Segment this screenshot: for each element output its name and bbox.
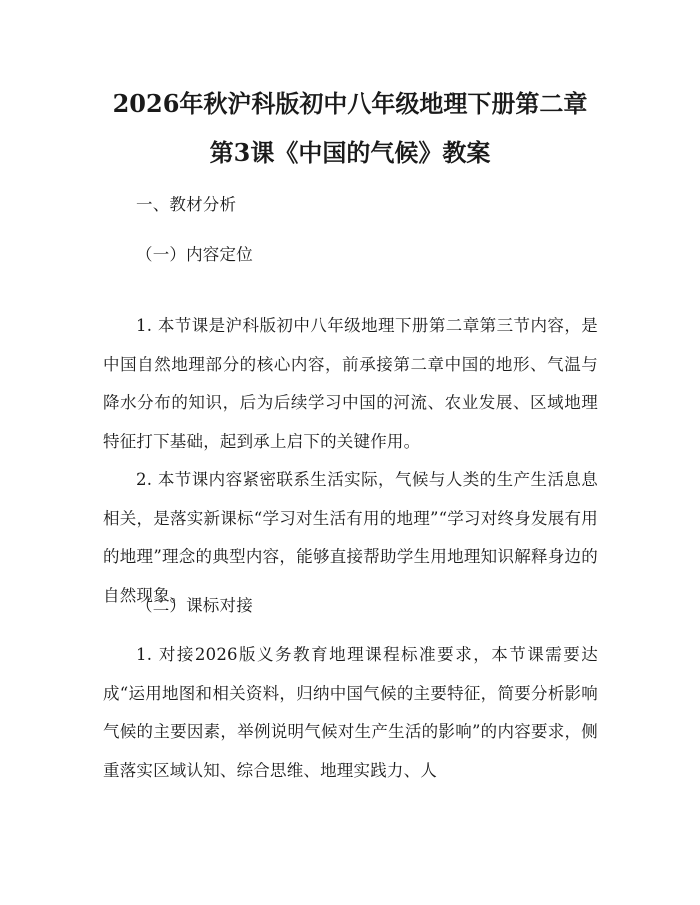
subsection-heading-content-position: （一）内容定位: [136, 245, 253, 264]
subsection-heading-curriculum: （二）课标对接: [136, 596, 253, 615]
document-title-line-1: 2026年秋沪科版初中八年级地理下册第二章: [112, 89, 588, 118]
paragraph-curriculum-1: 1. 对接2026版义务教育地理课程标准要求，本节课需要达成“运用地图和相关资料，归纳中国气候的主要特征，简要分析影响气候的主要因素，举例说明气候对生产生活的影响”的内容要求，侧重落实区域认知、综合思维、地理实践力、人: [103, 645, 598, 780]
paragraph-content-position-1: 1. 本节课是沪科版初中八年级地理下册第二章第三节内容，是中国自然地理部分的核心内容，前承接第二章中国的地形、气温与降水分布的知识，后为后续学习中国的河流、农业发展、区域地理特征打下基础，起到承上启下的关键作用。: [103, 316, 598, 451]
paragraph-content-position-2: 2. 本节课内容紧密联系生活实际，气候与人类的生产生活息息相关，是落实新课标“学习对生活有用的地理”“学习对终身发展有用的地理”理念的典型内容，能够直接帮助学生用地理知识解释身边的自然现象。: [103, 470, 598, 605]
document-title-line-2: 第3课《中国的气候》教案: [209, 138, 491, 167]
section-heading-1: 一、教材分析: [136, 195, 237, 214]
